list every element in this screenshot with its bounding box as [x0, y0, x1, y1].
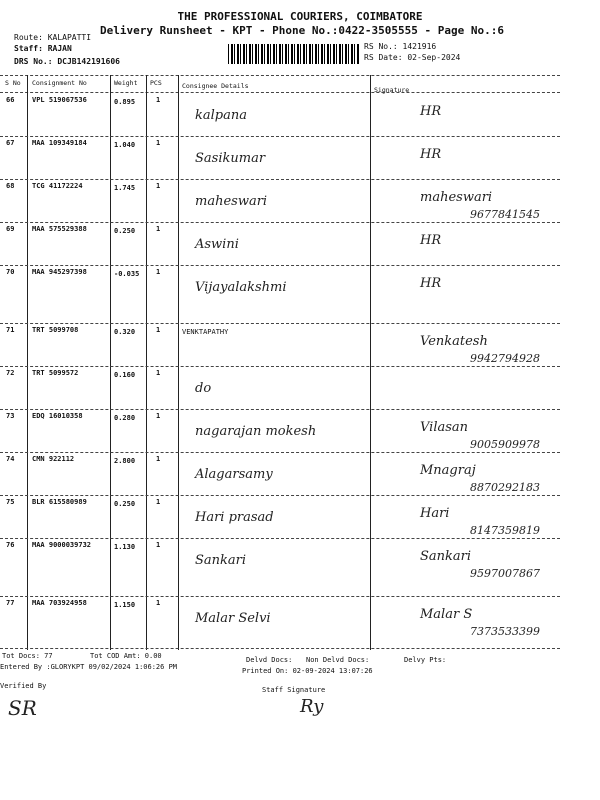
delvy-pts: Delvy Pts: [404, 656, 447, 664]
row-consignment: MAA 575529388 [32, 225, 87, 233]
row-consignee-handwritten: nagarajan mokesh [195, 424, 317, 439]
row-signature: HR [420, 276, 442, 291]
table-header-border [0, 92, 560, 93]
row-consignment: VPL 519067536 [32, 96, 87, 104]
row-divider [0, 409, 560, 410]
row-sno: 74 [6, 455, 15, 463]
row-consignee-handwritten: Alagarsamy [195, 467, 273, 482]
printed-on: Printed On: 02-09-2024 13:07:26 [242, 667, 373, 675]
row-pcs: 1 [156, 225, 161, 233]
row-signature: Vilasan [420, 420, 469, 435]
row-pcs: 1 [156, 182, 161, 190]
row-consignment: CMN 922112 [32, 455, 75, 463]
row-consignment: MAA 109349184 [32, 139, 87, 147]
row-signature: maheswari [420, 190, 493, 205]
verified-signature: SR [8, 696, 37, 720]
row-divider [0, 596, 560, 597]
row-consignee-typed: VENKTAPATHY [182, 328, 229, 336]
row-signature: Sankari [420, 549, 472, 564]
row-weight: 0.895 [114, 98, 136, 106]
row-signature-phone: 7373533399 [470, 625, 540, 638]
row-pcs: 1 [156, 369, 161, 377]
row-signature: Malar S [420, 607, 473, 622]
col-sno: S No [5, 79, 21, 87]
row-consignment: MAA 945297398 [32, 268, 87, 276]
row-sno: 77 [6, 599, 15, 607]
row-consignee-handwritten: Vijayalakshmi [195, 280, 287, 295]
row-divider [0, 538, 560, 539]
row-signature: Mnagraj [420, 463, 476, 478]
company-title: THE PROFESSIONAL COURIERS, COIMBATORE [177, 10, 423, 23]
table-top-border [0, 75, 560, 76]
row-pcs: 1 [156, 599, 161, 607]
row-consignment: MAA 9000039732 [32, 541, 92, 549]
row-weight: 0.280 [114, 414, 136, 422]
row-sno: 66 [6, 96, 15, 104]
row-consignment: BLR 615580989 [32, 498, 87, 506]
row-pcs: 1 [156, 541, 161, 549]
row-divider [0, 179, 560, 180]
row-consignment: MAA 703924958 [32, 599, 87, 607]
row-weight: 1.150 [114, 601, 136, 609]
row-pcs: 1 [156, 412, 161, 420]
row-weight: -0.035 [114, 270, 140, 278]
row-divider [0, 265, 560, 266]
row-signature-phone: 9597007867 [470, 567, 540, 580]
col-pcs: PCS [150, 79, 162, 87]
tot-docs: Tot Docs: 77 [2, 652, 53, 660]
tot-cod: Tot COD Amt: 0.00 [90, 652, 162, 660]
row-weight: 0.320 [114, 328, 136, 336]
row-consignment: EDQ 16010358 [32, 412, 83, 420]
verified-by-label: Verified By [0, 682, 47, 690]
row-consignee-handwritten: Sasikumar [195, 151, 266, 166]
row-divider [0, 495, 560, 496]
row-consignment: TRT 5099708 [32, 326, 79, 334]
row-pcs: 1 [156, 139, 161, 147]
row-sno: 70 [6, 268, 15, 276]
row-pcs: 1 [156, 326, 161, 334]
row-signature-phone: 9677841545 [470, 208, 540, 221]
col-weight: Weight [114, 79, 138, 87]
row-consignee-handwritten: do [195, 381, 212, 396]
staff-signature-label: Staff Signature [262, 686, 326, 694]
row-pcs: 1 [156, 498, 161, 506]
row-sno: 67 [6, 139, 15, 147]
row-consignment: TRT 5099572 [32, 369, 79, 377]
row-consignee-handwritten: maheswari [195, 194, 268, 209]
col-signature: Signature [374, 86, 410, 94]
row-weight: 0.250 [114, 500, 136, 508]
row-weight: 1.040 [114, 141, 136, 149]
delvd-docs: Delvd Docs: [246, 656, 293, 664]
row-pcs: 1 [156, 455, 161, 463]
row-signature-phone: 9942794928 [470, 352, 540, 365]
row-signature: Venkatesh [420, 334, 488, 349]
barcode [228, 44, 360, 64]
row-consignment: TCG 41172224 [32, 182, 83, 190]
row-consignee-handwritten: Hari prasad [195, 510, 274, 525]
row-signature-phone: 8870292183 [470, 481, 540, 494]
row-consignee-handwritten: Sankari [195, 553, 247, 568]
route-label: Route: KALAPATTI [14, 33, 92, 42]
col-divider [178, 75, 179, 650]
row-divider [0, 222, 560, 223]
col-consignment: Consignment No [32, 79, 87, 87]
col-divider [370, 75, 371, 650]
row-weight: 0.160 [114, 371, 136, 379]
entered-by: Entered By :GLORYKPT 09/02/2024 1:06:26 PM [0, 663, 178, 671]
staff-signature-mark: Ry [300, 696, 324, 717]
row-sno: 71 [6, 326, 15, 334]
row-sno: 75 [6, 498, 15, 506]
row-pcs: 1 [156, 96, 161, 104]
row-sno: 69 [6, 225, 15, 233]
row-sno: 73 [6, 412, 15, 420]
row-divider [0, 136, 560, 137]
row-consignee-handwritten: Malar Selvi [195, 611, 271, 626]
row-divider [0, 323, 560, 324]
row-signature: HR [420, 104, 442, 119]
staff-label: Staff: RAJAN [14, 44, 72, 53]
row-weight: 2.800 [114, 457, 136, 465]
row-divider [0, 452, 560, 453]
row-weight: 1.745 [114, 184, 136, 192]
row-sno: 76 [6, 541, 15, 549]
row-signature: HR [420, 147, 442, 162]
row-signature: Hari [420, 506, 450, 521]
row-pcs: 1 [156, 268, 161, 276]
row-consignee-handwritten: kalpana [195, 108, 247, 123]
row-signature-phone: 8147359819 [470, 524, 540, 537]
row-divider [0, 648, 560, 649]
col-divider [110, 75, 111, 650]
col-divider [27, 75, 28, 650]
row-consignee-handwritten: Aswini [195, 237, 239, 252]
runsheet-title: Delivery Runsheet - KPT - Phone No.:0422-3505555 - Page No.:6 [100, 24, 504, 37]
non-delvd-docs: Non Delvd Docs: [306, 656, 370, 664]
row-weight: 1.130 [114, 543, 136, 551]
drs-number: DRS No.: DCJB142191606 [14, 57, 120, 66]
row-sno: 72 [6, 369, 15, 377]
row-sno: 68 [6, 182, 15, 190]
col-consignee: Consignee Details [182, 82, 249, 90]
rs-date: RS Date: 02-Sep-2024 [364, 53, 461, 62]
row-divider [0, 366, 560, 367]
row-signature: HR [420, 233, 442, 248]
rs-number: RS No.: 1421916 [364, 42, 437, 51]
row-signature-phone: 9005909978 [470, 438, 540, 451]
row-weight: 0.250 [114, 227, 136, 235]
col-divider [146, 75, 147, 650]
